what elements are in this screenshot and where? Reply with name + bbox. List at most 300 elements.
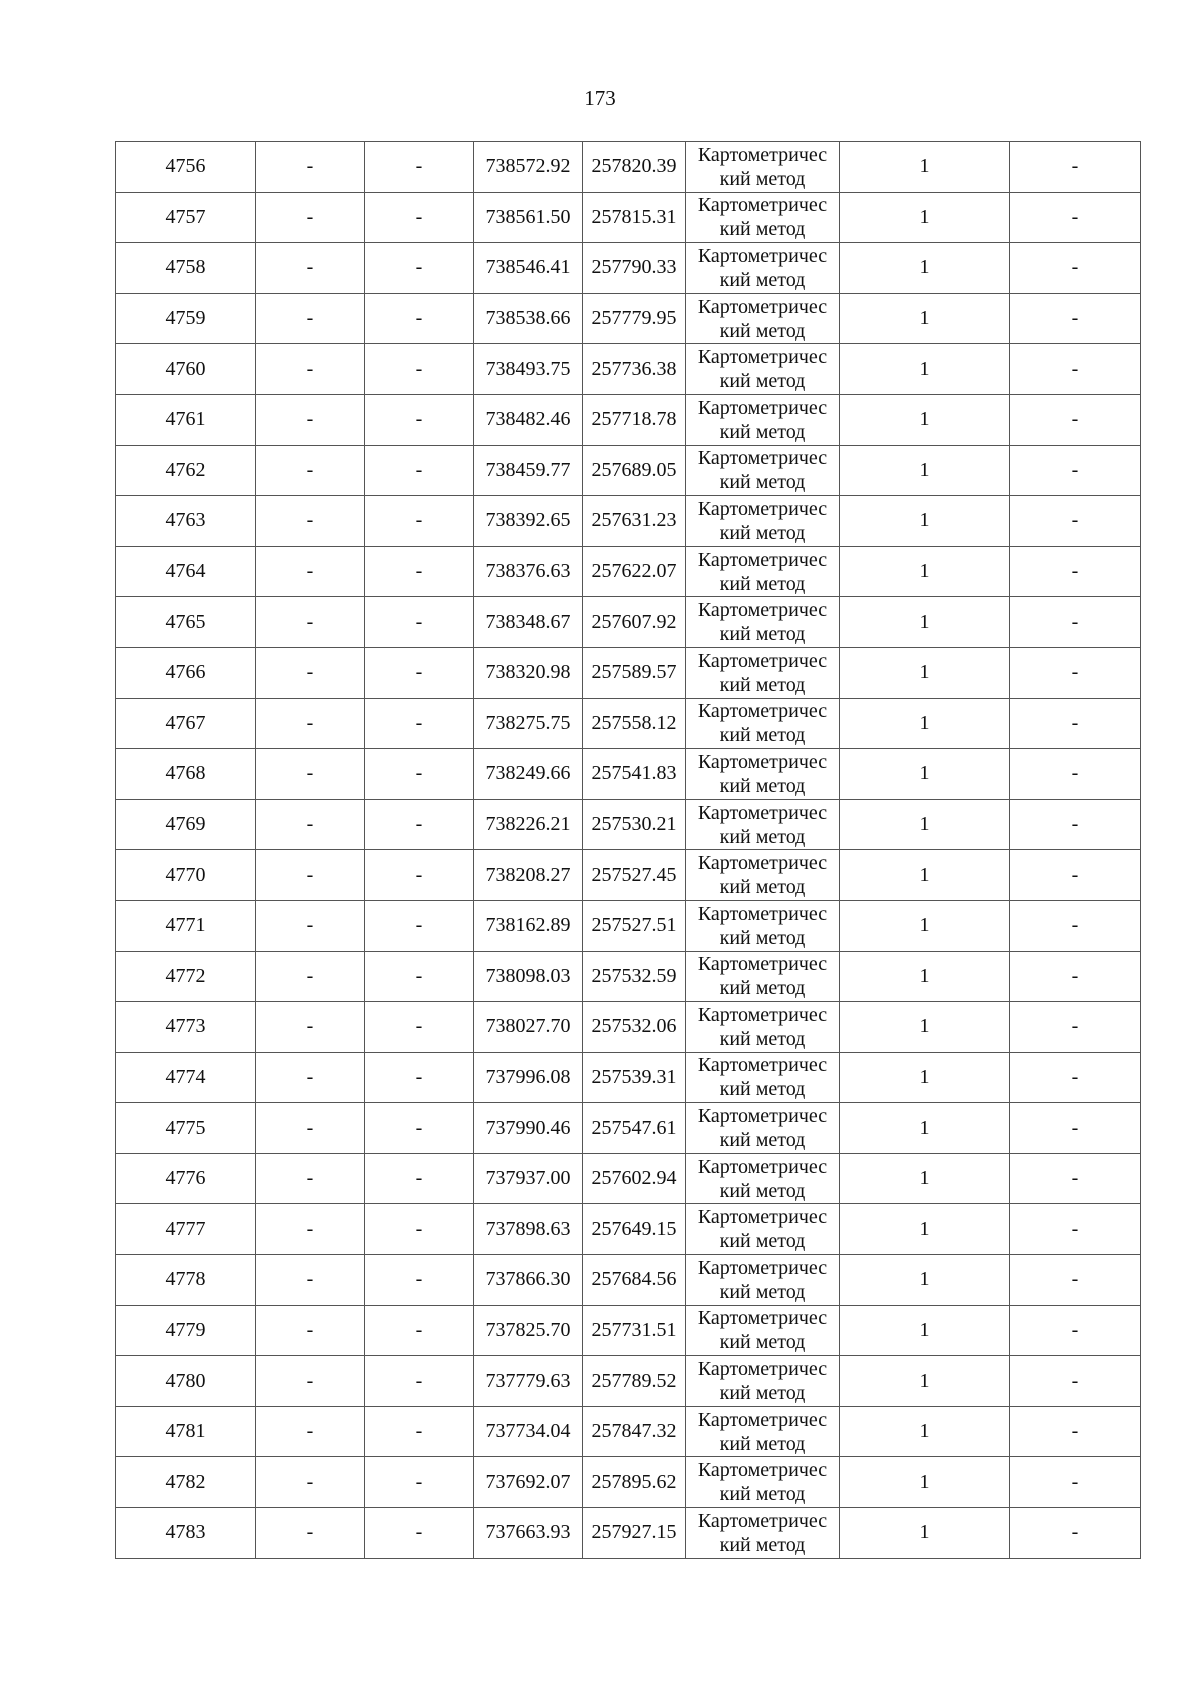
dash-cell: - bbox=[1010, 698, 1141, 749]
method-text-line-2: кий метод bbox=[719, 1230, 806, 1253]
dash-cell: - bbox=[1010, 293, 1141, 344]
accuracy-cell: 1 bbox=[840, 546, 1010, 597]
point-number-cell: 4761 bbox=[116, 394, 256, 445]
method-cell bbox=[686, 1255, 840, 1306]
dash-cell: - bbox=[365, 597, 474, 648]
method-text-line-2: кий метод bbox=[719, 623, 806, 646]
table-row bbox=[116, 1457, 1141, 1508]
method-text-line-1: Картометричес bbox=[697, 1105, 828, 1128]
method-cell bbox=[686, 546, 840, 597]
dash-cell: - bbox=[365, 850, 474, 901]
method-text-line-1: Картометричес bbox=[697, 1509, 828, 1532]
x-coordinate-cell: 738572.92 bbox=[474, 142, 583, 193]
table-row bbox=[116, 1002, 1141, 1053]
y-coordinate-cell: 257541.83 bbox=[583, 749, 686, 800]
page-number: 173 bbox=[584, 86, 616, 110]
x-coordinate-cell: 738459.77 bbox=[474, 445, 583, 496]
method-cell bbox=[686, 445, 840, 496]
x-coordinate-cell: 738208.27 bbox=[474, 850, 583, 901]
dash-cell: - bbox=[1010, 344, 1141, 395]
table-row bbox=[116, 1508, 1141, 1559]
dash-cell: - bbox=[256, 1255, 365, 1306]
method-cell bbox=[686, 951, 840, 1002]
dash-cell: - bbox=[365, 293, 474, 344]
dash-cell: - bbox=[1010, 597, 1141, 648]
dash-cell: - bbox=[365, 799, 474, 850]
point-number-cell: 4759 bbox=[116, 293, 256, 344]
y-coordinate-cell: 257731.51 bbox=[583, 1305, 686, 1356]
dash-cell: - bbox=[1010, 647, 1141, 698]
table-row bbox=[116, 698, 1141, 749]
x-coordinate-cell: 738027.70 bbox=[474, 1002, 583, 1053]
dash-cell: - bbox=[256, 1508, 365, 1559]
table-row bbox=[116, 546, 1141, 597]
x-coordinate-cell: 738392.65 bbox=[474, 496, 583, 547]
method-text-line-1: Картометричес bbox=[697, 346, 828, 369]
dash-cell: - bbox=[365, 1356, 474, 1407]
x-coordinate-cell: 738482.46 bbox=[474, 394, 583, 445]
accuracy-cell: 1 bbox=[840, 1508, 1010, 1559]
table-row bbox=[116, 1153, 1141, 1204]
dash-cell: - bbox=[256, 293, 365, 344]
dash-cell: - bbox=[1010, 1255, 1141, 1306]
method-text-line-2: кий метод bbox=[719, 977, 806, 1000]
point-number-cell: 4777 bbox=[116, 1204, 256, 1255]
method-text-line-2: кий метод bbox=[719, 521, 806, 544]
method-cell bbox=[686, 1305, 840, 1356]
method-text-line-1: Картометричес bbox=[697, 801, 828, 824]
point-number-cell: 4768 bbox=[116, 749, 256, 800]
dash-cell: - bbox=[1010, 1204, 1141, 1255]
accuracy-cell: 1 bbox=[840, 850, 1010, 901]
method-text-line-2: кий метод bbox=[719, 1078, 806, 1101]
method-text-line-2: кий метод bbox=[719, 572, 806, 595]
x-coordinate-cell: 737898.63 bbox=[474, 1204, 583, 1255]
dash-cell: - bbox=[365, 1052, 474, 1103]
method-text-line-1: Картометричес bbox=[697, 548, 828, 571]
method-text-line-2: кий метод bbox=[719, 1432, 806, 1455]
x-coordinate-cell: 737663.93 bbox=[474, 1508, 583, 1559]
y-coordinate-cell: 257532.59 bbox=[583, 951, 686, 1002]
dash-cell: - bbox=[365, 546, 474, 597]
dash-cell: - bbox=[256, 799, 365, 850]
dash-cell: - bbox=[256, 1103, 365, 1154]
method-cell bbox=[686, 850, 840, 901]
x-coordinate-cell: 737779.63 bbox=[474, 1356, 583, 1407]
method-text-line-1: Картометричес bbox=[697, 1155, 828, 1178]
point-number-cell: 4763 bbox=[116, 496, 256, 547]
method-text-line-2: кий метод bbox=[719, 876, 806, 899]
method-cell bbox=[686, 344, 840, 395]
dash-cell: - bbox=[1010, 850, 1141, 901]
dash-cell: - bbox=[1010, 1406, 1141, 1457]
point-number-cell: 4767 bbox=[116, 698, 256, 749]
dash-cell: - bbox=[365, 1457, 474, 1508]
method-text-line-1: Картометричес bbox=[697, 649, 828, 672]
dash-cell: - bbox=[365, 1103, 474, 1154]
dash-cell: - bbox=[1010, 1508, 1141, 1559]
accuracy-cell: 1 bbox=[840, 1406, 1010, 1457]
accuracy-cell: 1 bbox=[840, 1356, 1010, 1407]
y-coordinate-cell: 257558.12 bbox=[583, 698, 686, 749]
method-cell bbox=[686, 1508, 840, 1559]
y-coordinate-cell: 257736.38 bbox=[583, 344, 686, 395]
dash-cell: - bbox=[256, 749, 365, 800]
dash-cell: - bbox=[365, 394, 474, 445]
point-number-cell: 4769 bbox=[116, 799, 256, 850]
x-coordinate-cell: 738162.89 bbox=[474, 900, 583, 951]
method-text-line-1: Картометричес bbox=[697, 396, 828, 419]
y-coordinate-cell: 257547.61 bbox=[583, 1103, 686, 1154]
table-row bbox=[116, 1204, 1141, 1255]
dash-cell: - bbox=[365, 1508, 474, 1559]
y-coordinate-cell: 257532.06 bbox=[583, 1002, 686, 1053]
x-coordinate-cell: 738320.98 bbox=[474, 647, 583, 698]
accuracy-cell: 1 bbox=[840, 597, 1010, 648]
dash-cell: - bbox=[1010, 951, 1141, 1002]
method-text-line-2: кий метод bbox=[719, 370, 806, 393]
method-text-line-1: Картометричес bbox=[697, 902, 828, 925]
method-cell bbox=[686, 647, 840, 698]
dash-cell: - bbox=[1010, 1002, 1141, 1053]
method-cell bbox=[686, 243, 840, 294]
method-text-line-2: кий метод bbox=[719, 268, 806, 291]
accuracy-cell: 1 bbox=[840, 1305, 1010, 1356]
dash-cell: - bbox=[365, 1204, 474, 1255]
dash-cell: - bbox=[256, 192, 365, 243]
dash-cell: - bbox=[365, 496, 474, 547]
table-row bbox=[116, 243, 1141, 294]
dash-cell: - bbox=[256, 1356, 365, 1407]
table-row bbox=[116, 496, 1141, 547]
method-cell bbox=[686, 1153, 840, 1204]
x-coordinate-cell: 737825.70 bbox=[474, 1305, 583, 1356]
method-cell bbox=[686, 799, 840, 850]
dash-cell: - bbox=[1010, 1153, 1141, 1204]
method-text-line-2: кий метод bbox=[719, 1331, 806, 1354]
dash-cell: - bbox=[365, 951, 474, 1002]
dash-cell: - bbox=[365, 1153, 474, 1204]
dash-cell: - bbox=[365, 900, 474, 951]
dash-cell: - bbox=[256, 698, 365, 749]
method-cell bbox=[686, 1406, 840, 1457]
method-text-line-1: Картометричес bbox=[697, 1206, 828, 1229]
dash-cell: - bbox=[256, 142, 365, 193]
point-number-cell: 4771 bbox=[116, 900, 256, 951]
method-text-line-2: кий метод bbox=[719, 167, 806, 190]
method-text-line-1: Картометричес bbox=[697, 852, 828, 875]
x-coordinate-cell: 738275.75 bbox=[474, 698, 583, 749]
y-coordinate-cell: 257779.95 bbox=[583, 293, 686, 344]
table-row bbox=[116, 293, 1141, 344]
method-text-line-1: Картометричес bbox=[697, 1408, 828, 1431]
method-text-line-1: Картометричес bbox=[697, 750, 828, 773]
y-coordinate-cell: 257718.78 bbox=[583, 394, 686, 445]
accuracy-cell: 1 bbox=[840, 1103, 1010, 1154]
dash-cell: - bbox=[256, 1305, 365, 1356]
method-cell bbox=[686, 1002, 840, 1053]
table-row bbox=[116, 192, 1141, 243]
dash-cell: - bbox=[1010, 1103, 1141, 1154]
method-text-line-1: Картометричес bbox=[697, 143, 828, 166]
accuracy-cell: 1 bbox=[840, 142, 1010, 193]
dash-cell: - bbox=[1010, 445, 1141, 496]
method-cell bbox=[686, 293, 840, 344]
dash-cell: - bbox=[365, 445, 474, 496]
accuracy-cell: 1 bbox=[840, 1204, 1010, 1255]
method-text-line-1: Картометричес bbox=[697, 447, 828, 470]
method-text-line-1: Картометричес bbox=[697, 1054, 828, 1077]
dash-cell: - bbox=[365, 1406, 474, 1457]
x-coordinate-cell: 738493.75 bbox=[474, 344, 583, 395]
method-text-line-1: Картометричес bbox=[697, 244, 828, 267]
method-cell bbox=[686, 1457, 840, 1508]
x-coordinate-cell: 738546.41 bbox=[474, 243, 583, 294]
dash-cell: - bbox=[365, 1002, 474, 1053]
dash-cell: - bbox=[256, 394, 365, 445]
dash-cell: - bbox=[256, 1153, 365, 1204]
table-row bbox=[116, 394, 1141, 445]
table-row bbox=[116, 951, 1141, 1002]
dash-cell: - bbox=[256, 496, 365, 547]
dash-cell: - bbox=[1010, 900, 1141, 951]
dash-cell: - bbox=[365, 698, 474, 749]
x-coordinate-cell: 737734.04 bbox=[474, 1406, 583, 1457]
accuracy-cell: 1 bbox=[840, 951, 1010, 1002]
accuracy-cell: 1 bbox=[840, 293, 1010, 344]
method-cell bbox=[686, 192, 840, 243]
dash-cell: - bbox=[1010, 1457, 1141, 1508]
point-number-cell: 4756 bbox=[116, 142, 256, 193]
x-coordinate-cell: 738098.03 bbox=[474, 951, 583, 1002]
point-number-cell: 4762 bbox=[116, 445, 256, 496]
table-row bbox=[116, 142, 1141, 193]
accuracy-cell: 1 bbox=[840, 1457, 1010, 1508]
accuracy-cell: 1 bbox=[840, 900, 1010, 951]
accuracy-cell: 1 bbox=[840, 192, 1010, 243]
y-coordinate-cell: 257689.05 bbox=[583, 445, 686, 496]
x-coordinate-cell: 738376.63 bbox=[474, 546, 583, 597]
accuracy-cell: 1 bbox=[840, 1002, 1010, 1053]
dash-cell: - bbox=[1010, 1356, 1141, 1407]
y-coordinate-cell: 257539.31 bbox=[583, 1052, 686, 1103]
table-row bbox=[116, 597, 1141, 648]
method-text-line-1: Картометричес bbox=[697, 1307, 828, 1330]
dash-cell: - bbox=[1010, 1052, 1141, 1103]
point-number-cell: 4781 bbox=[116, 1406, 256, 1457]
point-number-cell: 4783 bbox=[116, 1508, 256, 1559]
point-number-cell: 4778 bbox=[116, 1255, 256, 1306]
accuracy-cell: 1 bbox=[840, 799, 1010, 850]
y-coordinate-cell: 257631.23 bbox=[583, 496, 686, 547]
accuracy-cell: 1 bbox=[840, 749, 1010, 800]
method-text-line-1: Картометричес bbox=[697, 194, 828, 217]
dash-cell: - bbox=[256, 1002, 365, 1053]
dash-cell: - bbox=[256, 647, 365, 698]
method-text-line-2: кий метод bbox=[719, 825, 806, 848]
dash-cell: - bbox=[1010, 394, 1141, 445]
dash-cell: - bbox=[256, 1406, 365, 1457]
accuracy-cell: 1 bbox=[840, 698, 1010, 749]
dash-cell: - bbox=[256, 1204, 365, 1255]
table-row bbox=[116, 1103, 1141, 1154]
y-coordinate-cell: 257527.45 bbox=[583, 850, 686, 901]
method-text-line-2: кий метод bbox=[719, 1129, 806, 1152]
point-number-cell: 4779 bbox=[116, 1305, 256, 1356]
dash-cell: - bbox=[1010, 496, 1141, 547]
y-coordinate-cell: 257589.57 bbox=[583, 647, 686, 698]
dash-cell: - bbox=[365, 142, 474, 193]
method-cell bbox=[686, 597, 840, 648]
point-number-cell: 4776 bbox=[116, 1153, 256, 1204]
dash-cell: - bbox=[365, 192, 474, 243]
method-cell bbox=[686, 1052, 840, 1103]
accuracy-cell: 1 bbox=[840, 1052, 1010, 1103]
method-text-line-2: кий метод bbox=[719, 1533, 806, 1556]
dash-cell: - bbox=[256, 445, 365, 496]
y-coordinate-cell: 257607.92 bbox=[583, 597, 686, 648]
point-number-cell: 4765 bbox=[116, 597, 256, 648]
table-row bbox=[116, 749, 1141, 800]
coordinates-table bbox=[115, 141, 1141, 1559]
table-row bbox=[116, 1305, 1141, 1356]
dash-cell: - bbox=[365, 1255, 474, 1306]
method-cell bbox=[686, 1103, 840, 1154]
accuracy-cell: 1 bbox=[840, 243, 1010, 294]
dash-cell: - bbox=[256, 344, 365, 395]
table-row bbox=[116, 1255, 1141, 1306]
y-coordinate-cell: 257815.31 bbox=[583, 192, 686, 243]
method-text-line-2: кий метод bbox=[719, 471, 806, 494]
point-number-cell: 4782 bbox=[116, 1457, 256, 1508]
method-text-line-2: кий метод bbox=[719, 1280, 806, 1303]
y-coordinate-cell: 257790.33 bbox=[583, 243, 686, 294]
method-text-line-1: Картометричес bbox=[697, 497, 828, 520]
point-number-cell: 4764 bbox=[116, 546, 256, 597]
method-text-line-2: кий метод bbox=[719, 724, 806, 747]
y-coordinate-cell: 257927.15 bbox=[583, 1508, 686, 1559]
accuracy-cell: 1 bbox=[840, 496, 1010, 547]
point-number-cell: 4770 bbox=[116, 850, 256, 901]
method-text-line-2: кий метод bbox=[719, 1179, 806, 1202]
table-row bbox=[116, 647, 1141, 698]
dash-cell: - bbox=[256, 1052, 365, 1103]
y-coordinate-cell: 257649.15 bbox=[583, 1204, 686, 1255]
dash-cell: - bbox=[1010, 546, 1141, 597]
method-text-line-2: кий метод bbox=[719, 218, 806, 241]
y-coordinate-cell: 257602.94 bbox=[583, 1153, 686, 1204]
dash-cell: - bbox=[1010, 142, 1141, 193]
method-cell bbox=[686, 1204, 840, 1255]
point-number-cell: 4775 bbox=[116, 1103, 256, 1154]
y-coordinate-cell: 257789.52 bbox=[583, 1356, 686, 1407]
dash-cell: - bbox=[1010, 799, 1141, 850]
x-coordinate-cell: 738249.66 bbox=[474, 749, 583, 800]
method-text-line-1: Картометричес bbox=[697, 599, 828, 622]
method-text-line-1: Картометричес bbox=[697, 1459, 828, 1482]
method-text-line-1: Картометричес bbox=[697, 295, 828, 318]
accuracy-cell: 1 bbox=[840, 1255, 1010, 1306]
method-text-line-2: кий метод bbox=[719, 1027, 806, 1050]
x-coordinate-cell: 737996.08 bbox=[474, 1052, 583, 1103]
x-coordinate-cell: 738348.67 bbox=[474, 597, 583, 648]
method-text-line-1: Картометричес bbox=[697, 953, 828, 976]
accuracy-cell: 1 bbox=[840, 1153, 1010, 1204]
point-number-cell: 4774 bbox=[116, 1052, 256, 1103]
method-text-line-2: кий метод bbox=[719, 774, 806, 797]
method-text-line-1: Картометричес bbox=[697, 700, 828, 723]
table-row bbox=[116, 850, 1141, 901]
table-row bbox=[116, 799, 1141, 850]
point-number-cell: 4758 bbox=[116, 243, 256, 294]
dash-cell: - bbox=[365, 1305, 474, 1356]
dash-cell: - bbox=[256, 597, 365, 648]
table-row bbox=[116, 900, 1141, 951]
accuracy-cell: 1 bbox=[840, 394, 1010, 445]
method-text-line-1: Картометричес bbox=[697, 1358, 828, 1381]
point-number-cell: 4772 bbox=[116, 951, 256, 1002]
y-coordinate-cell: 257530.21 bbox=[583, 799, 686, 850]
dash-cell: - bbox=[256, 1457, 365, 1508]
dash-cell: - bbox=[1010, 1305, 1141, 1356]
dash-cell: - bbox=[1010, 243, 1141, 294]
method-text-line-1: Картометричес bbox=[697, 1256, 828, 1279]
accuracy-cell: 1 bbox=[840, 647, 1010, 698]
method-text-line-1: Картометричес bbox=[697, 1003, 828, 1026]
y-coordinate-cell: 257684.56 bbox=[583, 1255, 686, 1306]
dash-cell: - bbox=[256, 850, 365, 901]
y-coordinate-cell: 257895.62 bbox=[583, 1457, 686, 1508]
table-row bbox=[116, 1406, 1141, 1457]
x-coordinate-cell: 738226.21 bbox=[474, 799, 583, 850]
x-coordinate-cell: 738538.66 bbox=[474, 293, 583, 344]
y-coordinate-cell: 257820.39 bbox=[583, 142, 686, 193]
dash-cell: - bbox=[1010, 192, 1141, 243]
table-row bbox=[116, 344, 1141, 395]
dash-cell: - bbox=[256, 951, 365, 1002]
dash-cell: - bbox=[256, 546, 365, 597]
y-coordinate-cell: 257847.32 bbox=[583, 1406, 686, 1457]
accuracy-cell: 1 bbox=[840, 344, 1010, 395]
dash-cell: - bbox=[365, 749, 474, 800]
table-row bbox=[116, 1052, 1141, 1103]
x-coordinate-cell: 737692.07 bbox=[474, 1457, 583, 1508]
table-body bbox=[116, 142, 1141, 1559]
dash-cell: - bbox=[365, 243, 474, 294]
method-text-line-2: кий метод bbox=[719, 673, 806, 696]
table-row bbox=[116, 445, 1141, 496]
method-cell bbox=[686, 394, 840, 445]
point-number-cell: 4757 bbox=[116, 192, 256, 243]
method-cell bbox=[686, 496, 840, 547]
y-coordinate-cell: 257622.07 bbox=[583, 546, 686, 597]
dash-cell: - bbox=[256, 900, 365, 951]
dash-cell: - bbox=[256, 243, 365, 294]
method-cell bbox=[686, 900, 840, 951]
dash-cell: - bbox=[1010, 749, 1141, 800]
dash-cell: - bbox=[365, 344, 474, 395]
point-number-cell: 4766 bbox=[116, 647, 256, 698]
method-cell bbox=[686, 698, 840, 749]
y-coordinate-cell: 257527.51 bbox=[583, 900, 686, 951]
x-coordinate-cell: 738561.50 bbox=[474, 192, 583, 243]
method-text-line-2: кий метод bbox=[719, 319, 806, 342]
point-number-cell: 4760 bbox=[116, 344, 256, 395]
x-coordinate-cell: 737990.46 bbox=[474, 1103, 583, 1154]
accuracy-cell: 1 bbox=[840, 445, 1010, 496]
dash-cell: - bbox=[365, 647, 474, 698]
table-row bbox=[116, 1356, 1141, 1407]
